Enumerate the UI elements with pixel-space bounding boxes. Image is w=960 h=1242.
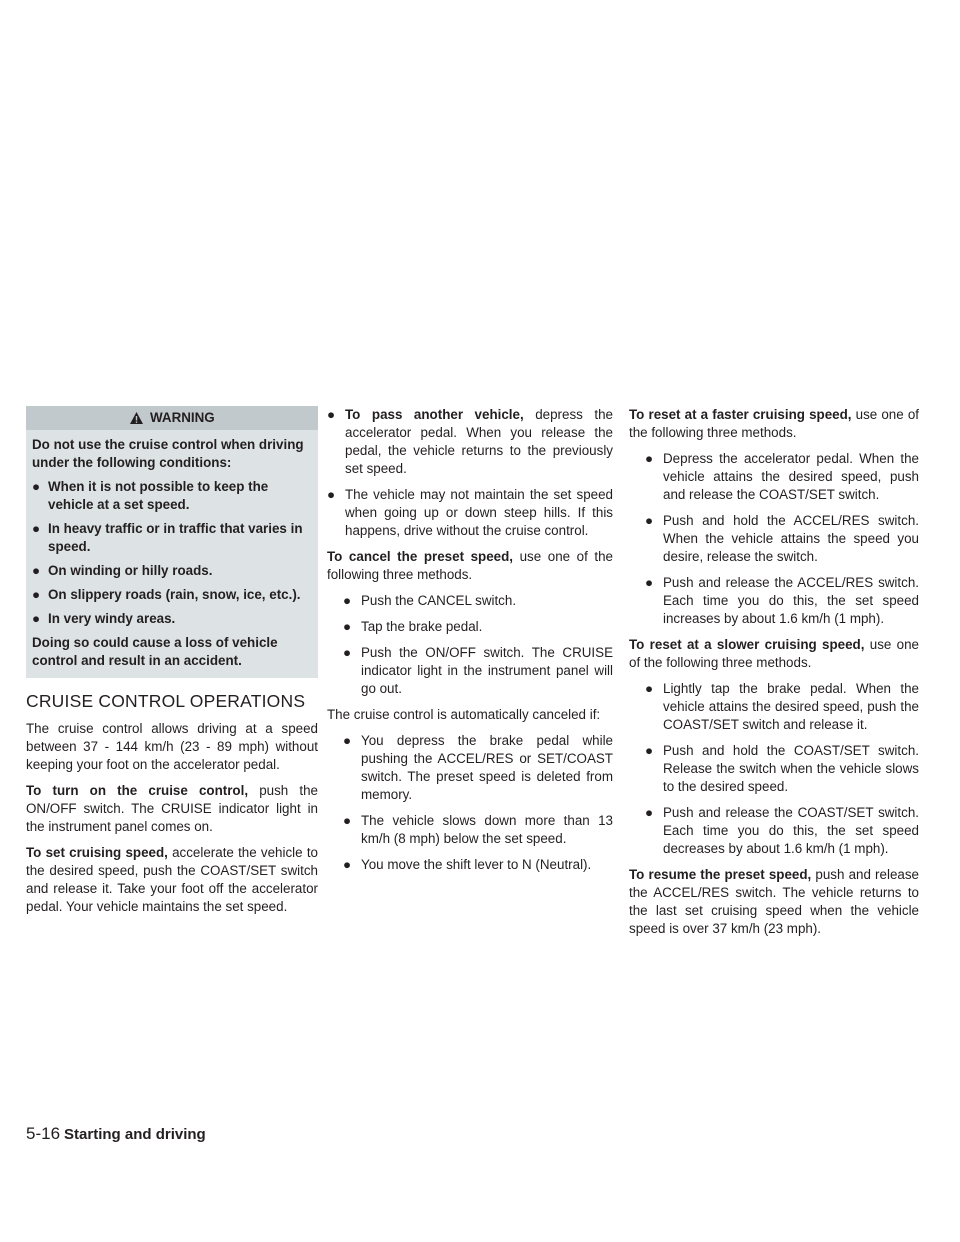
list-item: ● Push and release the COAST/SET switch. Each time you do this, the set speed decreases by about 1.6 km/h (1 mph). xyxy=(645,805,919,856)
auto-cancel-paragraph: The cruise control is automatically canceled if: xyxy=(327,707,601,722)
list-item: ● You depress the brake pedal while pushing the ACCEL/RES or SET/COAST switch. The preset speed is deleted from memory. xyxy=(343,733,613,802)
warning-triangle-icon xyxy=(129,411,144,425)
bullet-icon: ● xyxy=(343,619,352,634)
warning-item: ● On slippery roads (rain, snow, ice, etc.). xyxy=(32,587,301,602)
slower-paragraph: To reset at a slower cruising speed, use one of the following three methods. xyxy=(629,637,919,670)
page-footer xyxy=(26,1124,206,1144)
bullet-icon: ● xyxy=(32,521,41,536)
column-2 xyxy=(327,406,613,882)
bullet-icon: ● xyxy=(343,813,352,828)
section-title: CRUISE CONTROL OPERATIONS xyxy=(26,691,306,711)
footer-section: Starting and driving xyxy=(64,1126,206,1143)
list-item: ● Push and release the ACCEL/RES switch. Each time you do this, the set speed increases by about 1.6 km/h (1 mph). xyxy=(645,575,919,626)
intro-paragraph: The cruise control allows driving at a speed between 37 - 144 km/h (23 - 89 mph) without keeping your foot on the accelerator pedal. xyxy=(26,721,318,772)
page-number: 5-16 xyxy=(26,1124,61,1143)
cancel-paragraph: To cancel the preset speed, use one of the following three methods. xyxy=(327,549,613,582)
list-item: ● Lightly tap the brake pedal. When the vehicle attains the desired speed, push the COAST/SET switch and release it. xyxy=(645,681,919,732)
column-1 xyxy=(26,406,318,924)
list-item: ● The vehicle slows down more than 13 km/h (8 mph) below the set speed. xyxy=(343,813,613,846)
warning-header xyxy=(26,406,318,430)
bullet-icon: ● xyxy=(343,733,352,748)
warning-intro: Do not use the cruise control when driving under the following conditions: xyxy=(32,437,304,470)
list-item: ● You move the shift lever to N (Neutral). xyxy=(343,857,592,872)
list-item: ● Push the ON/OFF switch. The CRUISE indicator light in the instrument panel will go out. xyxy=(343,645,613,696)
turn-on-paragraph: To turn on the cruise control, push the ON/OFF switch. The CRUISE indicator light in the instrument panel comes on. xyxy=(26,783,318,834)
bullet-icon: ● xyxy=(32,611,41,626)
resume-paragraph: To resume the preset speed, push and release the ACCEL/RES switch. The vehicle returns to the last set cruising speed when the vehicle speed is over 37 km/h (23 mph). xyxy=(629,867,919,936)
column-3 xyxy=(629,406,919,946)
warning-outro: Doing so could cause a loss of vehicle control and result in an accident. xyxy=(32,635,278,668)
list-item: ● Tap the brake pedal. xyxy=(343,619,483,634)
list-item: ● To pass another vehicle, depress the accelerator pedal. When you release the pedal, the vehicle returns to the previously set speed. xyxy=(327,407,613,476)
bullet-icon: ● xyxy=(327,487,336,502)
bullet-icon: ● xyxy=(645,805,654,820)
bullet-icon: ● xyxy=(645,681,654,696)
bullet-icon: ● xyxy=(327,407,336,422)
warning-item: ● On winding or hilly roads. xyxy=(32,563,213,578)
bullet-icon: ● xyxy=(343,593,352,608)
bullet-icon: ● xyxy=(343,645,352,660)
faster-paragraph: To reset at a faster cruising speed, use one of the following three methods. xyxy=(629,407,919,440)
bullet-icon: ● xyxy=(645,743,654,758)
bullet-icon: ● xyxy=(645,451,654,466)
set-speed-paragraph: To set cruising speed, accelerate the vehicle to the desired speed, push the COAST/SET switch and release it. Take your foot off the accelerator pedal. Your vehicle maintains the set speed. xyxy=(26,845,318,914)
warning-item: ● In very windy areas. xyxy=(32,611,176,626)
bullet-icon: ● xyxy=(32,587,41,602)
warning-title: WARNING xyxy=(150,410,215,425)
bullet-icon: ● xyxy=(645,575,654,590)
list-item: ● Push the CANCEL switch. xyxy=(343,593,517,608)
list-item: ● The vehicle may not maintain the set speed when going up or down steep hills. If this happens, drive without the cruise control. xyxy=(327,487,613,538)
list-item: ● Depress the accelerator pedal. When the vehicle attains the desired speed, push and release the COAST/SET switch. xyxy=(645,451,919,502)
warning-item: ● When it is not possible to keep the vehicle at a set speed. xyxy=(32,479,269,512)
bullet-icon: ● xyxy=(32,479,41,494)
list-item: ● Push and hold the ACCEL/RES switch. When the vehicle attains the speed you desire, release the switch. xyxy=(645,513,919,564)
list-item: ● Push and hold the COAST/SET switch. Release the switch when the vehicle slows to the desired speed. xyxy=(645,743,919,794)
warning-item: ● In heavy traffic or in traffic that varies in speed. xyxy=(32,521,303,554)
bullet-icon: ● xyxy=(343,857,352,872)
warning-box xyxy=(26,406,318,678)
bullet-icon: ● xyxy=(645,513,654,528)
bullet-icon: ● xyxy=(32,563,41,578)
